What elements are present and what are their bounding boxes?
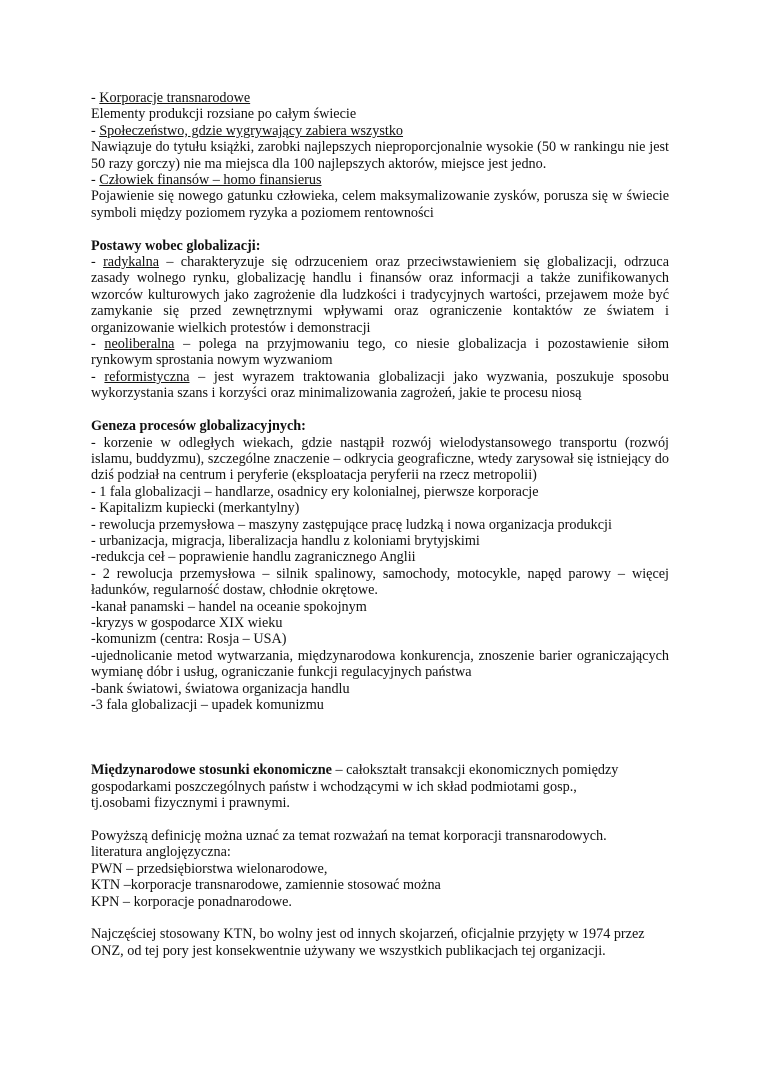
item-spoleczenstwo-title: Społeczeństwo, gdzie wygrywający zabiera wszystko [99,122,404,139]
ktn-paragraph: Najczęściej stosowany KTN, bo wolny jest od innych skojarzeń, oficjalnie przyjęty w 1974 przez ONZ, od tej pory jest konsekwentnie używany we wszystkich publikacjach tej organizacji. [91,926,645,959]
ktn-line: literatura anglojęzyczna: [91,844,231,861]
section-definitions [91,90,669,221]
geneza-item: - 1 fala globalizacji – handlarze, osadnicy ery kolonialnej, pierwsze korporacje [91,483,539,500]
item-korporacje-title: Korporacje transnarodowe [99,90,251,106]
postawa-radykalna: - radykalna – charakteryzuje się odrzuceniem oraz przeciwstawieniem się globalizacji, odrzuca zasady wolnego rynku, globalizację handlu i finansów oraz informacji a także zunifikowanych wzorców kulturowych jako zagrożenie dla ludzkości i tradycyjnych wartości, przejawem może być zamykanie się przed zewnętrznymi wpływami oraz ograniczenie kontaktów ze światem i organizowanie wielkich protestów i demonstracji [91,254,669,336]
ktn-line: Powyższą definicję można uznać za temat rozważań na temat korporacji transnarodowych. [91,828,607,845]
section-mse [91,762,629,811]
mse-term: Międzynarodowe stosunki ekonomiczne [91,762,332,779]
section-ktn [91,828,669,959]
geneza-item: -kryzys w gospodarce XIX wieku [91,614,283,631]
geneza-item: - rewolucja przemysłowa – maszyny zastępujące pracę ludzką i nowa organizacja produkcji [91,516,612,533]
geneza-item: - Kapitalizm kupiecki (merkantylny) [91,500,300,517]
postawa-radykalna-term: radykalna [103,254,160,271]
item-czlowiek: - Człowiek finansów – homo finansierus [91,172,322,189]
geneza-heading: Geneza procesów globalizacyjnych: [91,418,306,435]
geneza-item: - urbanizacja, migracja, liberalizacja handlu z koloniami brytyjskimi [91,532,480,549]
postawa-neoliberalna-term: neoliberalna [104,336,175,353]
postawa-reformistyczna: - reformistyczna – jest wyrazem traktowania globalizacji jako wyzwania, poszukuje sposobu wykorzystania szans i korzyści oraz minimalizowania zagrożeń, jakie te procesu niosą [91,368,669,402]
document-page [91,90,669,959]
postawy-heading: Postawy wobec globalizacji: [91,237,261,254]
item-czlowiek-title: Człowiek finansów – homo finansierus [99,172,322,189]
geneza-item: -3 fala globalizacji – upadek komunizmu [91,697,324,713]
geneza-item: - korzenie w odległych wiekach, gdzie nastąpił rozwój wielodystansowego transportu (rozwój islamu, buddyzmu), szczególne znaczenie – odkrycia geograficzne, wtedy zarysował się istniejący do dziś podział na centrum i peryferie (eksploatacja peryferii na rzecz metropolii) [91,434,669,484]
ktn-line: KPN – korporacje ponadnarodowe. [91,893,292,910]
postawa-reformistyczna-term: reformistyczna [104,368,190,385]
geneza-item: -kanał panamski – handel na oceanie spokojnym [91,598,367,615]
geneza-item: -ujednolicanie metod wytwarzania, międzynarodowa konkurencja, znoszenie barier ograniczających wymianę dóbr i usług, ograniczanie funkcji regulacyjnych państwa [91,647,669,681]
item-spoleczenstwo-text: Nawiązuje do tytułu książki, zarobki najlepszych nieproporcjonalnie wysokie (50 w rankingu nie jest 50 razy gorczy) nie ma miejsca dla 100 najlepszych aktorów, miejsce jest jedno. [91,139,669,172]
postawa-neoliberalna: - neoliberalna – polega na przyjmowaniu tego, co niesie globalizacja i pozostawienie siłom rynkowym sprostania nowym wyzwaniom [91,336,669,369]
geneza-item: -redukcja ceł – poprawienie handlu zagranicznego Anglii [91,549,416,566]
item-korporacje: - Korporacje transnarodowe [91,90,251,106]
item-korporacje-text: Elementy produkcji rozsiane po całym świecie [91,106,357,123]
geneza-item: - 2 rewolucja przemysłowa – silnik spalinowy, samochody, motocykle, napęd parowy – więcej ładunków, regularność dostaw, chłodnie okrętowe. [91,565,669,599]
item-spoleczenstwo: - Społeczeństwo, gdzie wygrywający zabiera wszystko [91,122,404,139]
geneza-item: -komunizm (centra: Rosja – USA) [91,631,287,648]
ktn-line: PWN – przedsiębiorstwa wielonarodowe, [91,860,328,877]
mse-definition: – całokształt transakcji ekonomicznych pomiędzy gospodarkami poszczególnych państw i wchodzącymi w ich skład podmiotami gosp., tj.osobami fizycznymi i prawnymi. [91,762,619,812]
section-geneza [91,418,669,713]
geneza-item: -bank światowi, światowa organizacja handlu [91,680,350,697]
section-postawy [91,238,669,402]
ktn-line: KTN –korporacje transnarodowe, zamiennie stosować można [91,877,441,894]
item-czlowiek-text: Pojawienie się nowego gatunku człowieka, celem maksymalizowanie zysków, porusza się w świecie symboli między poziomem ryzyka a poziomem rentowności [91,188,669,221]
